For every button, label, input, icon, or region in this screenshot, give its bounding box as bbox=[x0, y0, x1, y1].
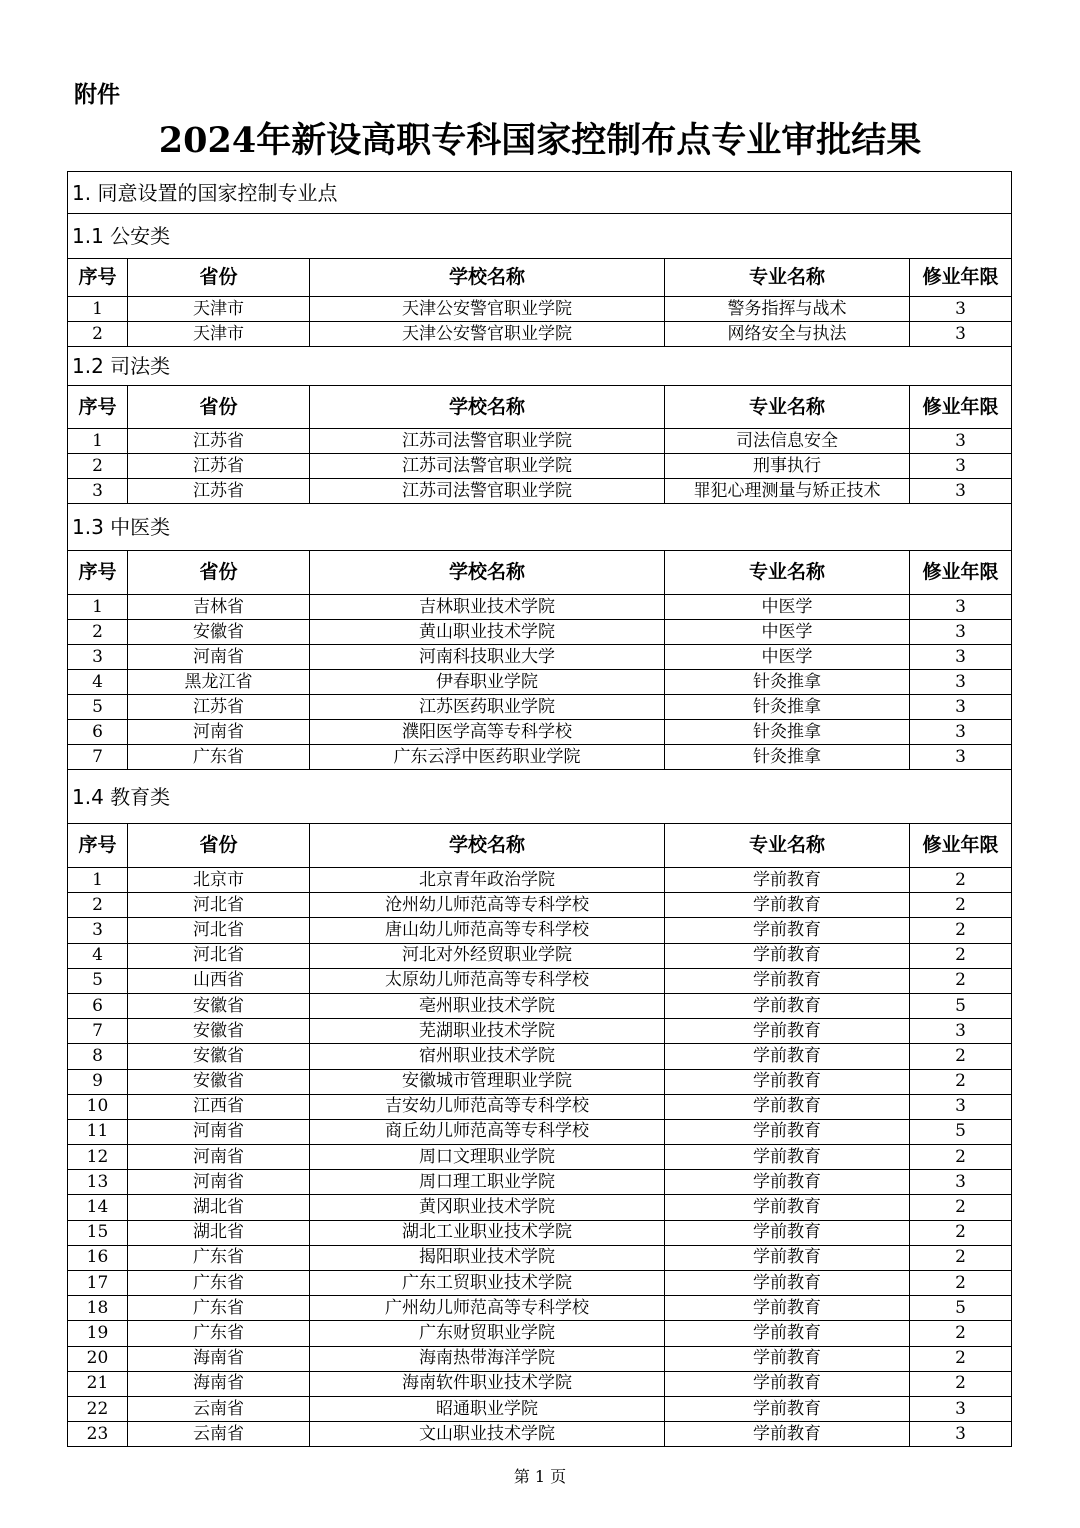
cell-province: 广东省 bbox=[128, 1296, 310, 1321]
cell-province: 江苏省 bbox=[128, 695, 310, 720]
cell-seq-number: 5 bbox=[68, 695, 128, 720]
column-header-study-years: 修业年限 bbox=[910, 259, 1012, 297]
cell-seq-number: 10 bbox=[68, 1094, 128, 1119]
cell-school-name: 商丘幼儿师范高等专科学校 bbox=[310, 1119, 665, 1144]
group-heading-row bbox=[68, 504, 1012, 551]
cell-school-name: 黄山职业技术学院 bbox=[310, 620, 665, 645]
table-row bbox=[68, 1119, 1012, 1144]
cell-study-years: 2 bbox=[910, 1271, 1012, 1296]
cell-school-name: 周口文理职业学院 bbox=[310, 1145, 665, 1170]
cell-study-years: 3 bbox=[910, 595, 1012, 620]
cell-major-name: 学前教育 bbox=[665, 993, 910, 1018]
cell-school-name: 太原幼儿师范高等专科学校 bbox=[310, 968, 665, 993]
cell-study-years: 2 bbox=[910, 1044, 1012, 1069]
cell-major-name: 学前教育 bbox=[665, 1271, 910, 1296]
cell-school-name: 安徽城市管理职业学院 bbox=[310, 1069, 665, 1094]
group-heading: 1.1 公安类 bbox=[68, 214, 1012, 259]
table-row bbox=[68, 1371, 1012, 1396]
cell-school-name: 揭阳职业技术学院 bbox=[310, 1245, 665, 1270]
cell-province: 海南省 bbox=[128, 1371, 310, 1396]
cell-seq-number: 12 bbox=[68, 1145, 128, 1170]
cell-school-name: 河北对外经贸职业学院 bbox=[310, 943, 665, 968]
cell-major-name: 学前教育 bbox=[665, 1346, 910, 1371]
cell-seq-number: 6 bbox=[68, 720, 128, 745]
table-row bbox=[68, 620, 1012, 645]
group-heading: 1.2 司法类 bbox=[68, 347, 1012, 386]
column-header-major-name: 专业名称 bbox=[665, 386, 910, 429]
cell-study-years: 3 bbox=[910, 297, 1012, 322]
cell-study-years: 3 bbox=[910, 454, 1012, 479]
table-row bbox=[68, 1094, 1012, 1119]
table-row bbox=[68, 943, 1012, 968]
column-header-major-name: 专业名称 bbox=[665, 259, 910, 297]
cell-province: 海南省 bbox=[128, 1346, 310, 1371]
cell-study-years: 2 bbox=[910, 893, 1012, 918]
cell-seq-number: 20 bbox=[68, 1346, 128, 1371]
cell-study-years: 3 bbox=[910, 1170, 1012, 1195]
cell-province: 河南省 bbox=[128, 1170, 310, 1195]
table-row bbox=[68, 454, 1012, 479]
cell-study-years: 3 bbox=[910, 429, 1012, 454]
cell-school-name: 宿州职业技术学院 bbox=[310, 1044, 665, 1069]
cell-seq-number: 1 bbox=[68, 297, 128, 322]
table-row bbox=[68, 1296, 1012, 1321]
cell-seq-number: 3 bbox=[68, 479, 128, 504]
cell-seq-number: 19 bbox=[68, 1321, 128, 1346]
cell-major-name: 学前教育 bbox=[665, 1321, 910, 1346]
column-header-study-years: 修业年限 bbox=[910, 824, 1012, 868]
cell-seq-number: 16 bbox=[68, 1245, 128, 1270]
cell-study-years: 3 bbox=[910, 745, 1012, 770]
column-header-row bbox=[68, 551, 1012, 595]
cell-major-name: 学前教育 bbox=[665, 1170, 910, 1195]
approval-results-table bbox=[67, 171, 1012, 1447]
cell-study-years: 3 bbox=[910, 720, 1012, 745]
cell-major-name: 学前教育 bbox=[665, 893, 910, 918]
cell-study-years: 3 bbox=[910, 645, 1012, 670]
cell-major-name: 学前教育 bbox=[665, 1396, 910, 1421]
table-row bbox=[68, 1321, 1012, 1346]
cell-major-name: 中医学 bbox=[665, 595, 910, 620]
cell-study-years: 2 bbox=[910, 868, 1012, 893]
cell-school-name: 濮阳医学高等专科学校 bbox=[310, 720, 665, 745]
column-header-seq-number: 序号 bbox=[68, 386, 128, 429]
table-row bbox=[68, 1019, 1012, 1044]
cell-province: 广东省 bbox=[128, 1321, 310, 1346]
cell-major-name: 学前教育 bbox=[665, 918, 910, 943]
cell-study-years: 2 bbox=[910, 918, 1012, 943]
cell-seq-number: 7 bbox=[68, 745, 128, 770]
cell-major-name: 学前教育 bbox=[665, 1145, 910, 1170]
cell-province: 湖北省 bbox=[128, 1195, 310, 1220]
group-heading: 1.4 教育类 bbox=[68, 770, 1012, 824]
cell-school-name: 江苏司法警官职业学院 bbox=[310, 479, 665, 504]
cell-major-name: 学前教育 bbox=[665, 1371, 910, 1396]
cell-school-name: 广州幼儿师范高等专科学校 bbox=[310, 1296, 665, 1321]
attachment-label: 附件 bbox=[74, 82, 120, 108]
cell-major-name: 学前教育 bbox=[665, 1245, 910, 1270]
cell-province: 北京市 bbox=[128, 868, 310, 893]
cell-province: 江苏省 bbox=[128, 454, 310, 479]
cell-school-name: 天津公安警官职业学院 bbox=[310, 297, 665, 322]
cell-major-name: 学前教育 bbox=[665, 1220, 910, 1245]
cell-school-name: 黄冈职业技术学院 bbox=[310, 1195, 665, 1220]
cell-province: 云南省 bbox=[128, 1396, 310, 1421]
table-row bbox=[68, 1069, 1012, 1094]
column-header-school-name: 学校名称 bbox=[310, 551, 665, 595]
table-row bbox=[68, 297, 1012, 322]
cell-major-name: 学前教育 bbox=[665, 1296, 910, 1321]
cell-seq-number: 8 bbox=[68, 1044, 128, 1069]
table-row bbox=[68, 1170, 1012, 1195]
table-row bbox=[68, 1245, 1012, 1270]
cell-province: 江西省 bbox=[128, 1094, 310, 1119]
cell-seq-number: 5 bbox=[68, 968, 128, 993]
cell-major-name: 罪犯心理测量与矫正技术 bbox=[665, 479, 910, 504]
cell-major-name: 针灸推拿 bbox=[665, 670, 910, 695]
cell-seq-number: 13 bbox=[68, 1170, 128, 1195]
cell-study-years: 5 bbox=[910, 1119, 1012, 1144]
cell-province: 河南省 bbox=[128, 720, 310, 745]
cell-seq-number: 14 bbox=[68, 1195, 128, 1220]
column-header-school-name: 学校名称 bbox=[310, 259, 665, 297]
cell-major-name: 学前教育 bbox=[665, 1069, 910, 1094]
column-header-province: 省份 bbox=[128, 551, 310, 595]
column-header-study-years: 修业年限 bbox=[910, 551, 1012, 595]
group-heading-row bbox=[68, 770, 1012, 824]
cell-seq-number: 2 bbox=[68, 322, 128, 347]
cell-school-name: 湖北工业职业技术学院 bbox=[310, 1220, 665, 1245]
section-heading-row bbox=[68, 172, 1012, 214]
cell-province: 河北省 bbox=[128, 918, 310, 943]
column-header-seq-number: 序号 bbox=[68, 551, 128, 595]
cell-school-name: 河南科技职业大学 bbox=[310, 645, 665, 670]
cell-province: 江苏省 bbox=[128, 429, 310, 454]
table-row bbox=[68, 1220, 1012, 1245]
cell-seq-number: 4 bbox=[68, 943, 128, 968]
table-row bbox=[68, 1346, 1012, 1371]
table-body bbox=[68, 172, 1012, 1447]
cell-province: 安徽省 bbox=[128, 1044, 310, 1069]
cell-seq-number: 21 bbox=[68, 1371, 128, 1396]
table-row bbox=[68, 993, 1012, 1018]
table-row bbox=[68, 893, 1012, 918]
table-row bbox=[68, 1044, 1012, 1069]
cell-school-name: 海南热带海洋学院 bbox=[310, 1346, 665, 1371]
cell-major-name: 学前教育 bbox=[665, 1044, 910, 1069]
column-header-province: 省份 bbox=[128, 259, 310, 297]
table-row bbox=[68, 720, 1012, 745]
column-header-major-name: 专业名称 bbox=[665, 551, 910, 595]
cell-school-name: 芜湖职业技术学院 bbox=[310, 1019, 665, 1044]
cell-province: 云南省 bbox=[128, 1422, 310, 1447]
cell-major-name: 学前教育 bbox=[665, 1195, 910, 1220]
cell-province: 安徽省 bbox=[128, 993, 310, 1018]
column-header-seq-number: 序号 bbox=[68, 259, 128, 297]
cell-study-years: 2 bbox=[910, 943, 1012, 968]
cell-study-years: 2 bbox=[910, 1245, 1012, 1270]
cell-study-years: 5 bbox=[910, 1296, 1012, 1321]
cell-school-name: 北京青年政治学院 bbox=[310, 868, 665, 893]
cell-study-years: 3 bbox=[910, 1396, 1012, 1421]
cell-seq-number: 23 bbox=[68, 1422, 128, 1447]
cell-province: 吉林省 bbox=[128, 595, 310, 620]
cell-study-years: 3 bbox=[910, 322, 1012, 347]
table-row bbox=[68, 322, 1012, 347]
cell-seq-number: 15 bbox=[68, 1220, 128, 1245]
cell-school-name: 周口理工职业学院 bbox=[310, 1170, 665, 1195]
group-heading-row bbox=[68, 214, 1012, 259]
cell-major-name: 针灸推拿 bbox=[665, 720, 910, 745]
cell-school-name: 广东财贸职业学院 bbox=[310, 1321, 665, 1346]
column-header-row bbox=[68, 386, 1012, 429]
cell-major-name: 学前教育 bbox=[665, 943, 910, 968]
cell-school-name: 海南软件职业技术学院 bbox=[310, 1371, 665, 1396]
table-row bbox=[68, 429, 1012, 454]
cell-school-name: 唐山幼儿师范高等专科学校 bbox=[310, 918, 665, 943]
group-heading-row bbox=[68, 347, 1012, 386]
cell-school-name: 昭通职业学院 bbox=[310, 1396, 665, 1421]
cell-seq-number: 1 bbox=[68, 429, 128, 454]
cell-study-years: 2 bbox=[910, 968, 1012, 993]
cell-province: 河南省 bbox=[128, 645, 310, 670]
cell-school-name: 江苏医药职业学院 bbox=[310, 695, 665, 720]
cell-study-years: 3 bbox=[910, 479, 1012, 504]
cell-province: 河南省 bbox=[128, 1119, 310, 1144]
cell-major-name: 针灸推拿 bbox=[665, 695, 910, 720]
column-header-school-name: 学校名称 bbox=[310, 824, 665, 868]
table-row bbox=[68, 745, 1012, 770]
cell-major-name: 学前教育 bbox=[665, 868, 910, 893]
cell-major-name: 刑事执行 bbox=[665, 454, 910, 479]
column-header-major-name: 专业名称 bbox=[665, 824, 910, 868]
cell-seq-number: 22 bbox=[68, 1396, 128, 1421]
cell-province: 河北省 bbox=[128, 893, 310, 918]
column-header-province: 省份 bbox=[128, 386, 310, 429]
table-row bbox=[68, 645, 1012, 670]
table-row bbox=[68, 968, 1012, 993]
cell-study-years: 5 bbox=[910, 993, 1012, 1018]
cell-seq-number: 1 bbox=[68, 595, 128, 620]
cell-seq-number: 1 bbox=[68, 868, 128, 893]
cell-seq-number: 2 bbox=[68, 454, 128, 479]
table-row bbox=[68, 1145, 1012, 1170]
cell-major-name: 中医学 bbox=[665, 620, 910, 645]
cell-school-name: 江苏司法警官职业学院 bbox=[310, 429, 665, 454]
cell-seq-number: 18 bbox=[68, 1296, 128, 1321]
cell-study-years: 2 bbox=[910, 1371, 1012, 1396]
cell-province: 广东省 bbox=[128, 1245, 310, 1270]
cell-study-years: 2 bbox=[910, 1346, 1012, 1371]
cell-seq-number: 2 bbox=[68, 893, 128, 918]
section-heading: 1. 同意设置的国家控制专业点 bbox=[68, 172, 1012, 214]
cell-school-name: 伊春职业学院 bbox=[310, 670, 665, 695]
table-row bbox=[68, 670, 1012, 695]
page-footer: 第 1 页 bbox=[513, 1467, 567, 1486]
column-header-seq-number: 序号 bbox=[68, 824, 128, 868]
column-header-row bbox=[68, 259, 1012, 297]
table-row bbox=[68, 1271, 1012, 1296]
table-row bbox=[68, 1422, 1012, 1447]
column-header-school-name: 学校名称 bbox=[310, 386, 665, 429]
table-row bbox=[68, 479, 1012, 504]
cell-school-name: 沧州幼儿师范高等专科学校 bbox=[310, 893, 665, 918]
cell-major-name: 学前教育 bbox=[665, 1422, 910, 1447]
cell-study-years: 3 bbox=[910, 670, 1012, 695]
column-header-province: 省份 bbox=[128, 824, 310, 868]
cell-school-name: 天津公安警官职业学院 bbox=[310, 322, 665, 347]
cell-study-years: 2 bbox=[910, 1069, 1012, 1094]
cell-study-years: 2 bbox=[910, 1321, 1012, 1346]
cell-school-name: 江苏司法警官职业学院 bbox=[310, 454, 665, 479]
cell-major-name: 司法信息安全 bbox=[665, 429, 910, 454]
cell-study-years: 2 bbox=[910, 1195, 1012, 1220]
cell-province: 湖北省 bbox=[128, 1220, 310, 1245]
cell-province: 安徽省 bbox=[128, 1019, 310, 1044]
cell-seq-number: 3 bbox=[68, 918, 128, 943]
cell-study-years: 3 bbox=[910, 620, 1012, 645]
cell-school-name: 亳州职业技术学院 bbox=[310, 993, 665, 1018]
cell-study-years: 3 bbox=[910, 1094, 1012, 1119]
table-row bbox=[68, 1396, 1012, 1421]
cell-major-name: 警务指挥与战术 bbox=[665, 297, 910, 322]
cell-seq-number: 6 bbox=[68, 993, 128, 1018]
cell-major-name: 针灸推拿 bbox=[665, 745, 910, 770]
cell-school-name: 广东工贸职业技术学院 bbox=[310, 1271, 665, 1296]
cell-seq-number: 17 bbox=[68, 1271, 128, 1296]
cell-seq-number: 2 bbox=[68, 620, 128, 645]
cell-province: 山西省 bbox=[128, 968, 310, 993]
cell-province: 安徽省 bbox=[128, 620, 310, 645]
cell-school-name: 吉安幼儿师范高等专科学校 bbox=[310, 1094, 665, 1119]
cell-school-name: 广东云浮中医药职业学院 bbox=[310, 745, 665, 770]
cell-study-years: 3 bbox=[910, 1422, 1012, 1447]
column-header-row bbox=[68, 824, 1012, 868]
cell-province: 天津市 bbox=[128, 297, 310, 322]
document-title: 2024年新设高职专科国家控制布点专业审批结果 bbox=[158, 120, 922, 161]
cell-study-years: 2 bbox=[910, 1145, 1012, 1170]
cell-province: 江苏省 bbox=[128, 479, 310, 504]
cell-seq-number: 3 bbox=[68, 645, 128, 670]
cell-major-name: 学前教育 bbox=[665, 1019, 910, 1044]
cell-major-name: 中医学 bbox=[665, 645, 910, 670]
cell-province: 广东省 bbox=[128, 745, 310, 770]
cell-seq-number: 4 bbox=[68, 670, 128, 695]
cell-province: 广东省 bbox=[128, 1271, 310, 1296]
cell-major-name: 学前教育 bbox=[665, 968, 910, 993]
cell-province: 天津市 bbox=[128, 322, 310, 347]
column-header-study-years: 修业年限 bbox=[910, 386, 1012, 429]
cell-seq-number: 9 bbox=[68, 1069, 128, 1094]
cell-major-name: 网络安全与执法 bbox=[665, 322, 910, 347]
table-row bbox=[68, 595, 1012, 620]
cell-school-name: 吉林职业技术学院 bbox=[310, 595, 665, 620]
cell-province: 黑龙江省 bbox=[128, 670, 310, 695]
table-row bbox=[68, 1195, 1012, 1220]
cell-province: 安徽省 bbox=[128, 1069, 310, 1094]
cell-province: 河南省 bbox=[128, 1145, 310, 1170]
cell-study-years: 3 bbox=[910, 1019, 1012, 1044]
cell-seq-number: 7 bbox=[68, 1019, 128, 1044]
cell-major-name: 学前教育 bbox=[665, 1094, 910, 1119]
cell-province: 河北省 bbox=[128, 943, 310, 968]
table-row bbox=[68, 868, 1012, 893]
table-row bbox=[68, 695, 1012, 720]
cell-study-years: 2 bbox=[910, 1220, 1012, 1245]
cell-seq-number: 11 bbox=[68, 1119, 128, 1144]
cell-school-name: 文山职业技术学院 bbox=[310, 1422, 665, 1447]
cell-study-years: 3 bbox=[910, 695, 1012, 720]
group-heading: 1.3 中医类 bbox=[68, 504, 1012, 551]
table-row bbox=[68, 918, 1012, 943]
cell-major-name: 学前教育 bbox=[665, 1119, 910, 1144]
